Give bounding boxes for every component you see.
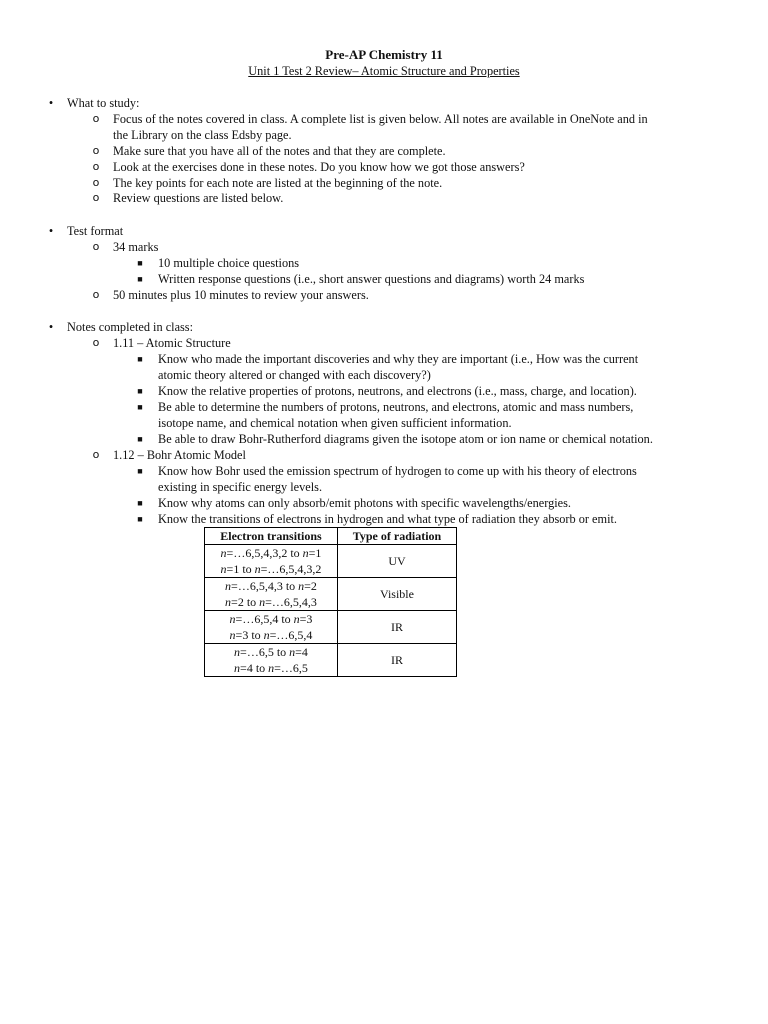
table-row (205, 578, 457, 611)
bullet-icon: • (48, 224, 54, 238)
format-written: Written response questions (i.e., short answer questions and diagrams) worth 24 marks (158, 272, 585, 286)
note-point: Know the transitions of electrons in hydrogen and what type of radiation they absorb or emit. (158, 512, 617, 526)
study-item: Make sure that you have all of the notes and that they are complete. (113, 144, 446, 158)
table-row (205, 545, 457, 578)
note-point-cont: isotope name, and chemical notation when given sufficient information. (158, 416, 512, 430)
square-bullet-icon: ■ (137, 466, 143, 476)
radiation-cell: UV (338, 545, 457, 578)
header-radiation: Type of radiation (338, 528, 457, 545)
circle-bullet-icon: o (92, 160, 100, 173)
square-bullet-icon: ■ (137, 354, 143, 364)
format-marks: 34 marks (113, 240, 159, 254)
circle-bullet-icon: o (92, 144, 100, 157)
table-row (205, 644, 457, 677)
radiation-cell: IR (338, 644, 457, 677)
study-heading: What to study: (67, 96, 140, 110)
radiation-cell: IR (338, 611, 457, 644)
circle-bullet-icon: o (92, 191, 100, 204)
radiation-cell: Visible (338, 578, 457, 611)
table-row (205, 611, 457, 644)
note-point: Know who made the important discoveries and why they are important (i.e., How was the current (158, 352, 639, 366)
square-bullet-icon: ■ (137, 514, 143, 524)
circle-bullet-icon: o (92, 448, 100, 461)
note-point-cont: atomic theory altered or changed with each discovery?) (158, 368, 431, 382)
square-bullet-icon: ■ (137, 386, 143, 396)
circle-bullet-icon: o (92, 112, 100, 125)
circle-bullet-icon: o (92, 176, 100, 189)
table-header-row (205, 528, 457, 545)
document-title: Pre-AP Chemistry 11 (325, 47, 443, 62)
study-item: The key points for each note are listed at the beginning of the note. (113, 176, 443, 190)
document-subtitle: Unit 1 Test 2 Review– Atomic Structure and Properties (248, 64, 520, 78)
transition-cell: n=…6,5,4,3,2 to n=1 n=1 to n=…6,5,4,3,2 (205, 545, 338, 578)
square-bullet-icon: ■ (137, 274, 143, 284)
note-point: Know how Bohr used the emission spectrum of hydrogen to come up with his theory of electrons (158, 464, 637, 478)
note-title: 1.11 – Atomic Structure (113, 336, 231, 350)
transition-cell: n=…6,5 to n=4 n=4 to n=…6,5 (205, 644, 338, 677)
study-item: Focus of the notes covered in class. A complete list is given below. All notes are available in OneNote and in (113, 112, 648, 126)
notes-heading: Notes completed in class: (67, 320, 194, 334)
note-point: Know the relative properties of protons, neutrons, and electrons (i.e., mass, charge, and location). (158, 384, 637, 398)
square-bullet-icon: ■ (137, 402, 143, 412)
study-item-cont: the Library on the class Edsby page. (113, 128, 292, 142)
note-point: Be able to determine the numbers of protons, neutrons, and electrons, atomic and mass numbers, (158, 400, 634, 414)
circle-bullet-icon: o (92, 336, 100, 349)
note-point: Know why atoms can only absorb/emit photons with specific wavelengths/energies. (158, 496, 572, 510)
circle-bullet-icon: o (92, 288, 100, 301)
format-heading: Test format (67, 224, 124, 238)
format-mc: 10 multiple choice questions (158, 256, 300, 270)
bullet-icon: • (48, 320, 54, 334)
header-transitions: Electron transitions (205, 528, 338, 545)
note-title: 1.12 – Bohr Atomic Model (113, 448, 246, 462)
note-point-cont: existing in specific energy levels. (158, 480, 323, 494)
format-time: 50 minutes plus 10 minutes to review your answers. (113, 288, 369, 302)
bullet-icon: • (48, 96, 54, 110)
square-bullet-icon: ■ (137, 434, 143, 444)
square-bullet-icon: ■ (137, 498, 143, 508)
transition-cell: n=…6,5,4,3 to n=2 n=2 to n=…6,5,4,3 (205, 578, 338, 611)
radiation-table (204, 527, 457, 677)
note-point: Be able to draw Bohr-Rutherford diagrams given the isotope atom or ion name or chemical notation. (158, 432, 653, 446)
circle-bullet-icon: o (92, 240, 100, 253)
study-item: Look at the exercises done in these notes. Do you know how we got those answers? (113, 160, 525, 174)
square-bullet-icon: ■ (137, 258, 143, 268)
transition-cell: n=…6,5,4 to n=3 n=3 to n=…6,5,4 (205, 611, 338, 644)
study-item: Review questions are listed below. (113, 191, 284, 205)
